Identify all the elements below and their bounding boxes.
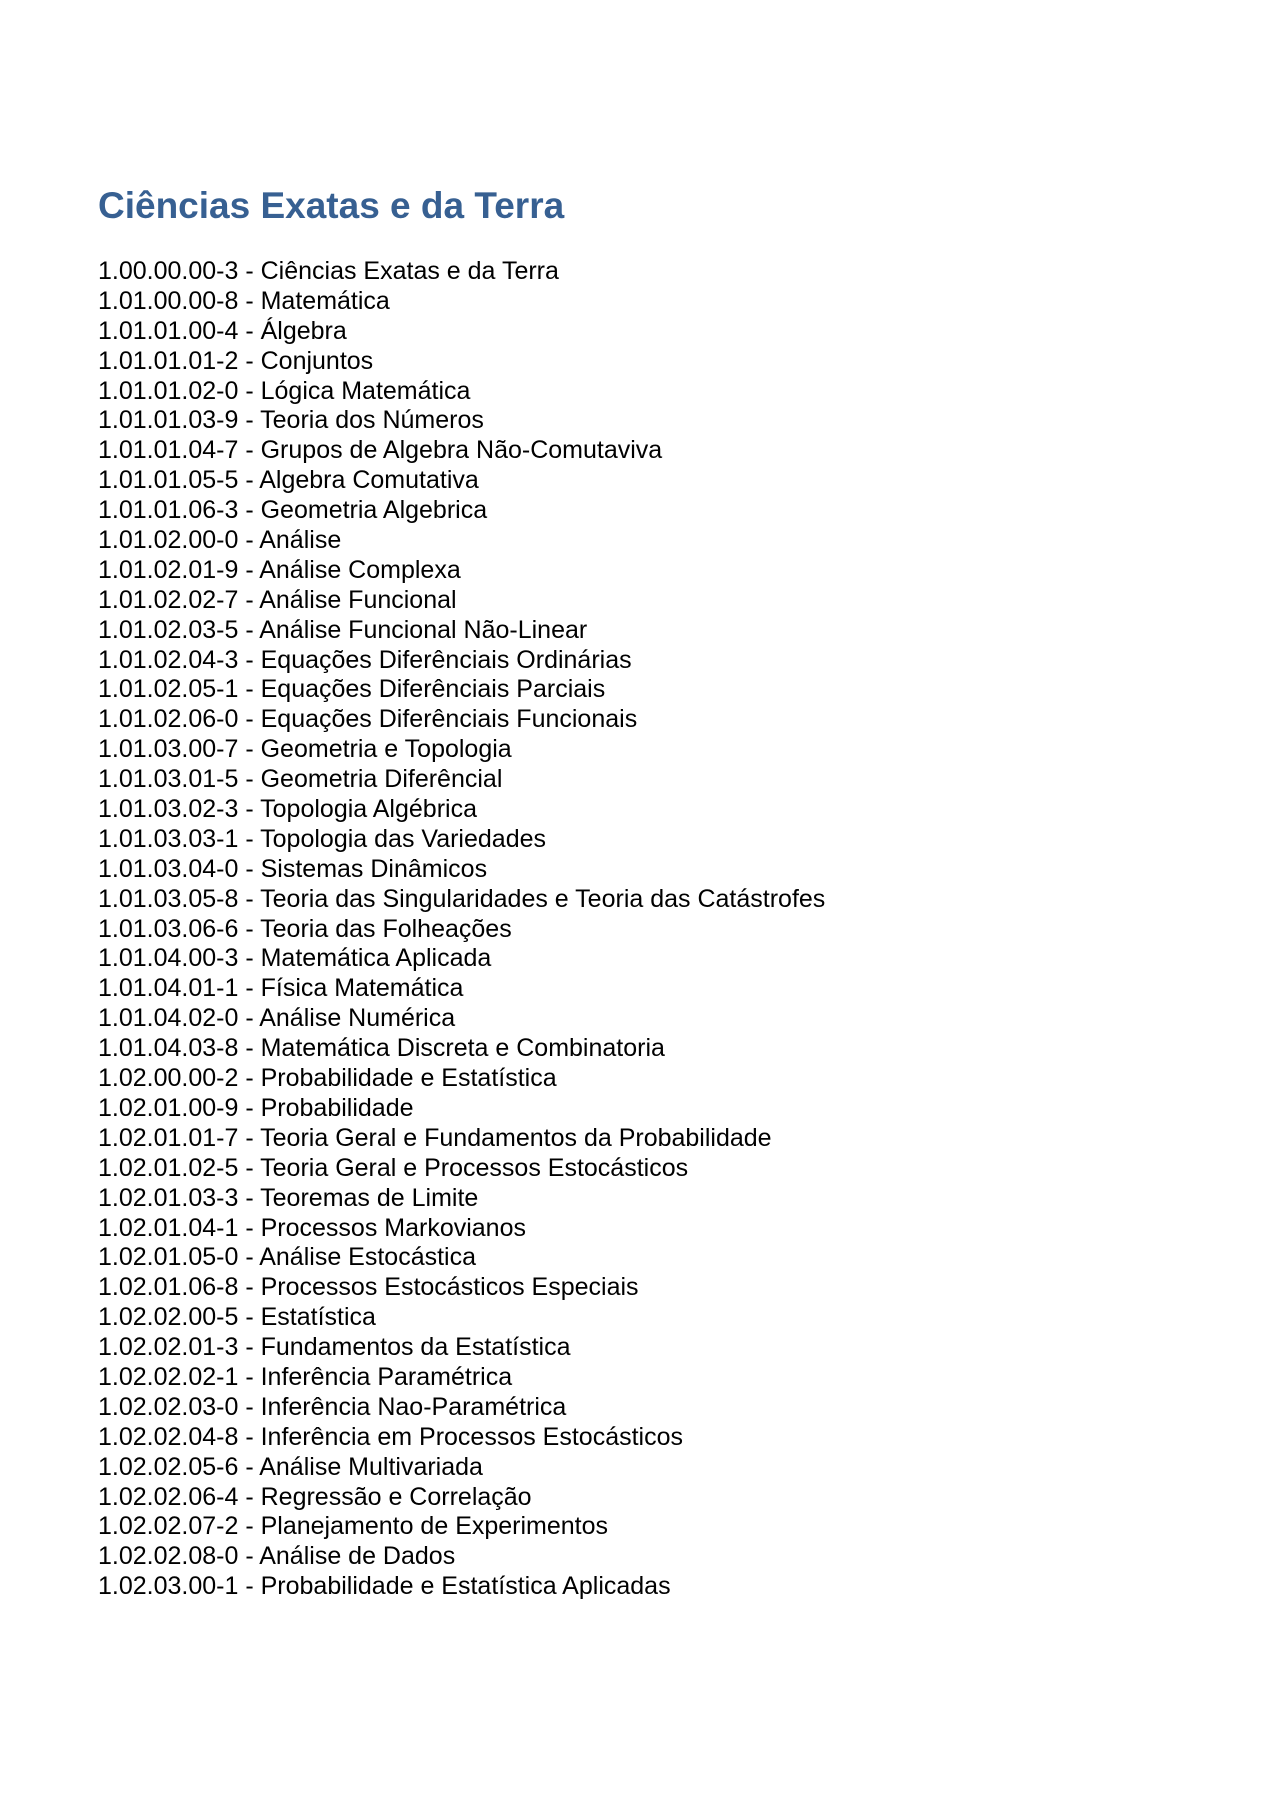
list-item: 1.01.03.01-5 - Geometria Diferêncial [98, 765, 503, 794]
list-item: 1.01.03.04-0 - Sistemas Dinâmicos [98, 854, 488, 883]
list-item: 1.01.03.00-7 - Geometria e Topologia [98, 735, 512, 764]
list-item: 1.02.02.01-3 - Fundamentos da Estatística [98, 1333, 571, 1362]
list-item: 1.01.02.06-0 - Equações Diferênciais Funcionais [98, 705, 638, 734]
list-item: 1.02.00.00-2 - Probabilidade e Estatística [98, 1064, 557, 1093]
list-item: 1.01.01.04-7 - Grupos de Algebra Não-Comutaviva [98, 436, 663, 465]
page-title: Ciências Exatas e da Terra [98, 185, 565, 226]
list-item: 1.02.03.00-1 - Probabilidade e Estatística Aplicadas [98, 1572, 671, 1601]
list-item: 1.01.02.00-0 - Análise [98, 526, 342, 555]
list-item: 1.01.04.01-1 - Física Matemática [98, 974, 464, 1003]
list-item: 1.01.02.01-9 - Análise Complexa [98, 555, 461, 584]
list-item: 1.02.01.02-5 - Teoria Geral e Processos Estocásticos [98, 1153, 689, 1182]
list-item: 1.02.02.00-5 - Estatística [98, 1303, 376, 1332]
list-item: 1.01.00.00-8 - Matemática [98, 286, 390, 315]
list-item: 1.01.01.03-9 - Teoria dos Números [98, 406, 484, 435]
list-item: 1.01.02.05-1 - Equações Diferênciais Parciais [98, 675, 606, 704]
list-item: 1.02.02.07-2 - Planejamento de Experimentos [98, 1512, 609, 1541]
list-item: 1.02.02.05-6 - Análise Multivariada [98, 1452, 483, 1481]
list-item: 1.02.01.00-9 - Probabilidade [98, 1093, 414, 1122]
list-item: 1.02.01.05-0 - Análise Estocástica [98, 1243, 477, 1272]
list-item: 1.01.04.00-3 - Matemática Aplicada [98, 944, 492, 973]
list-item: 1.02.01.03-3 - Teoremas de Limite [98, 1183, 479, 1212]
list-item: 1.01.01.00-4 - Álgebra [98, 316, 347, 345]
list-item: 1.01.03.03-1 - Topologia das Variedades [98, 824, 547, 853]
list-item: 1.01.01.06-3 - Geometria Algebrica [98, 496, 488, 525]
list-item: 1.01.02.03-5 - Análise Funcional Não-Linear [98, 615, 588, 644]
list-item: 1.01.02.04-3 - Equações Diferênciais Ordinárias [98, 645, 632, 674]
list-item: 1.01.03.05-8 - Teoria das Singularidades e Teoria das Catástrofes [98, 884, 826, 913]
list-item: 1.01.01.01-2 - Conjuntos [98, 346, 374, 375]
list-item: 1.02.02.06-4 - Regressão e Correlação [98, 1482, 532, 1511]
list-item: 1.02.01.01-7 - Teoria Geral e Fundamentos da Probabilidade [98, 1123, 772, 1152]
list-item: 1.01.04.02-0 - Análise Numérica [98, 1004, 456, 1033]
list-item: 1.00.00.00-3 - Ciências Exatas e da Terra [98, 257, 559, 285]
list-item: 1.02.02.04-8 - Inferência em Processos Estocásticos [98, 1422, 684, 1451]
list-item: 1.02.02.03-0 - Inferência Nao-Paramétrica [98, 1392, 567, 1421]
list-item: 1.01.01.02-0 - Lógica Matemática [98, 376, 471, 405]
list-item: 1.01.03.02-3 - Topologia Algébrica [98, 795, 477, 824]
list-item: 1.01.04.03-8 - Matemática Discreta e Combinatoria [98, 1034, 665, 1063]
list-item: 1.02.02.08-0 - Análise de Dados [98, 1542, 456, 1571]
list-item: 1.02.01.04-1 - Processos Markovianos [98, 1213, 526, 1242]
area-code-list [98, 257, 825, 1602]
list-item: 1.01.01.05-5 - Algebra Comutativa [98, 466, 479, 495]
list-item: 1.01.03.06-6 - Teoria das Folheações [98, 914, 512, 943]
list-item: 1.02.02.02-1 - Inferência Paramétrica [98, 1362, 513, 1391]
list-item: 1.02.01.06-8 - Processos Estocásticos Especiais [98, 1273, 639, 1302]
list-item: 1.01.02.02-7 - Análise Funcional [98, 585, 457, 614]
